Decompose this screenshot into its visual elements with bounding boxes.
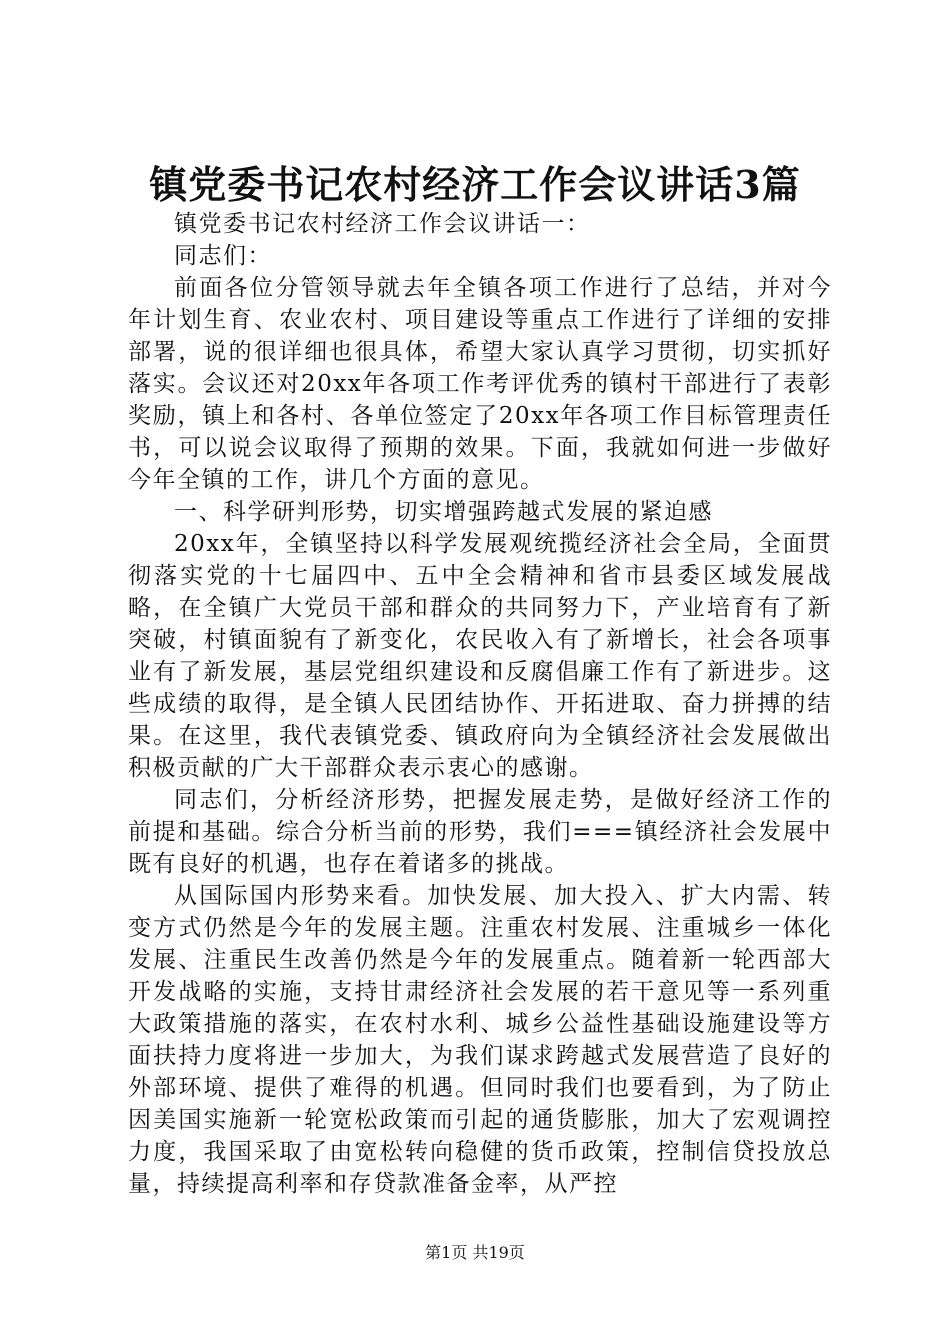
page-number: 第1页 共19页 [425, 1243, 525, 1262]
document-body [128, 208, 832, 1200]
section-heading: 镇党委书记农村经济工作会议讲话一： [174, 211, 591, 237]
paragraph: 同志们，分析经济形势，把握发展走势，是做好经济工作的前提和基础。综合分析当前的形势，我们===镇经济社会发展中既有良好的机遇，也存在着诸多的挑战。 [128, 787, 832, 877]
paragraph: 从国际国内形势来看。加快发展、加大投入、扩大内需、转变方式仍然是今年的发展主题。注重农村发展、注重城乡一体化发展、注重民生改善仍然是今年的发展重点。随着新一轮西部大开发战略的实施，支持甘肃经济社会发展的若干意见等一系列重大政策措施的落实，在农村水利、城乡公益性基础设施建设等方面扶持力度将进一步加大，为我们谋求跨越式发展营造了良好的外部环境、提供了难得的机遇。但同时我们也要看到，为了防止因美国实施新一轮宽松政策而引起的通货膨胀，加大了宏观调控力度，我国采取了由宽松转向稳健的货币政策，控制信贷投放总量，持续提高利率和存贷款准备金率，从严控 [128, 883, 832, 1197]
paragraph: 20xx年，全镇坚持以科学发展观统揽经济社会全局，全面贯彻落实党的十七届四中、五中全会精神和省市县委区域发展战略，在全镇广大党员干部和群众的共同努力下，产业培育有了新突破，村镇面貌有了新变化，农民收入有了新增长，社会各项事业有了新发展，基层党组织建设和反腐倡廉工作有了新进步。这些成绩的取得，是全镇人民团结协作、开拓进取、奋力拼搏的结果。在这里，我代表镇党委、镇政府向为全镇经济社会发展做出积极贡献的广大干部群众表示衷心的感谢。 [128, 531, 832, 781]
section-heading: 一、科学研判形势，切实增强跨越式发展的紧迫感 [174, 499, 713, 525]
salutation: 同志们： [174, 243, 272, 269]
document-title: 镇党委书记农村经济工作会议讲话3篇 [149, 162, 801, 207]
paragraph: 前面各位分管领导就去年全镇各项工作进行了总结，并对今年计划生育、农业农村、项目建设等重点工作进行了详细的安排部署，说的很详细也很具体，希望大家认真学习贯彻，切实抓好落实。会议还对20xx年各项工作考评优秀的镇村干部进行了表彰奖励，镇上和各村、各单位签定了20xx年各项工作目标管理责任书，可以说会议取得了预期的效果。下面，我就如何进一步做好今年全镇的工作，讲几个方面的意见。 [128, 275, 832, 493]
